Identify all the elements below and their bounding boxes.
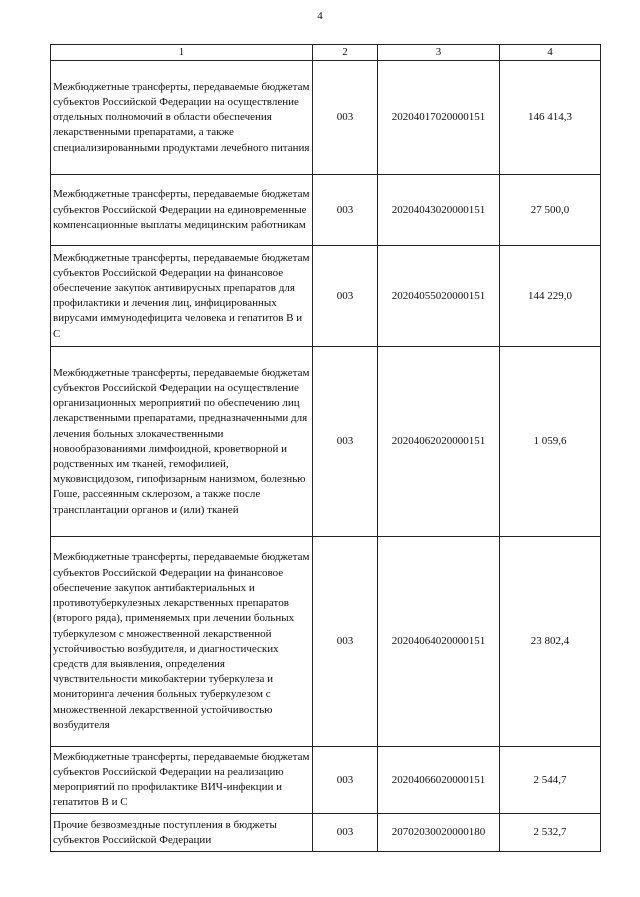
row-description: Прочие безвозмездные поступления в бюджеты субъектов Российской Федерации [51,814,313,852]
row-description: Межбюджетные трансферты, передаваемые бюджетам субъектов Российской Федерации на осуществление организационных мероприятий по обеспечению лиц лекарственными препаратами, предназначенными для лечения больных злокачественными новообразованиями лимфоидной, кроветворной и родственных им тканей, гемофилией, муковисцидозом, гипофизарным нанизмом, болезнью Гоше, рассеянным склерозом, а также после трансплантации органов и (или) тканей [51,347,313,537]
table-row [51,347,601,537]
row-budget-code: 20204062020000151 [378,347,500,537]
row-amount: 1 059,6 [500,347,601,537]
table-row [51,537,601,747]
page-number: 4 [317,10,323,22]
table-row [51,747,601,814]
table-row [51,61,601,175]
row-amount: 144 229,0 [500,246,601,347]
row-code: 003 [313,347,378,537]
row-code: 003 [313,246,378,347]
row-code: 003 [313,814,378,852]
column-header-4: 4 [500,45,601,61]
row-budget-code: 20702030020000180 [378,814,500,852]
row-description: Межбюджетные трансферты, передаваемые бюджетам субъектов Российской Федерации на финансовое обеспечение закупок антибактериальных и противотуберкулезных лекарственных препаратов (второго ряда), применяемых при лечении больных туберкулезом с множественной лекарственной устойчивостью возбудителя, и диагностических средств для выявления, определения чувствительности микобактерии туберкулеза и мониторинга лечения больных туберкулезом с множественной лекарственной устойчивостью возбудителя [51,537,313,747]
row-budget-code: 20204064020000151 [378,537,500,747]
row-amount: 27 500,0 [500,175,601,246]
row-budget-code: 20204043020000151 [378,175,500,246]
row-budget-code: 20204066020000151 [378,747,500,814]
row-code: 003 [313,537,378,747]
row-description: Межбюджетные трансферты, передаваемые бюджетам субъектов Российской Федерации на финансовое обеспечение закупок антивирусных препаратов для профилактики и лечения лиц, инфицированных вирусами иммунодефицита человека и гепатитов B и C [51,246,313,347]
row-code: 003 [313,175,378,246]
table-row [51,246,601,347]
row-description: Межбюджетные трансферты, передаваемые бюджетам субъектов Российской Федерации на осуществление отдельных полномочий в области обеспечения лекарственными препаратами, а также специализированными продуктами лечебного питания [51,61,313,175]
row-code: 003 [313,747,378,814]
row-budget-code: 20204055020000151 [378,246,500,347]
column-header-1: 1 [51,45,313,61]
column-header-2: 2 [313,45,378,61]
row-code: 003 [313,61,378,175]
row-amount: 23 802,4 [500,537,601,747]
column-header-3: 3 [378,45,500,61]
table-row [51,175,601,246]
row-amount: 2 532,7 [500,814,601,852]
row-amount: 146 414,3 [500,61,601,175]
budget-table [50,44,601,852]
table-header-row [51,45,601,61]
row-budget-code: 20204017020000151 [378,61,500,175]
row-description: Межбюджетные трансферты, передаваемые бюджетам субъектов Российской Федерации на реализацию мероприятий по профилактике ВИЧ-инфекции и гепатитов B и C [51,747,313,814]
row-description: Межбюджетные трансферты, передаваемые бюджетам субъектов Российской Федерации на единовременные компенсационные выплаты медицинским работникам [51,175,313,246]
table-row [51,814,601,852]
row-amount: 2 544,7 [500,747,601,814]
